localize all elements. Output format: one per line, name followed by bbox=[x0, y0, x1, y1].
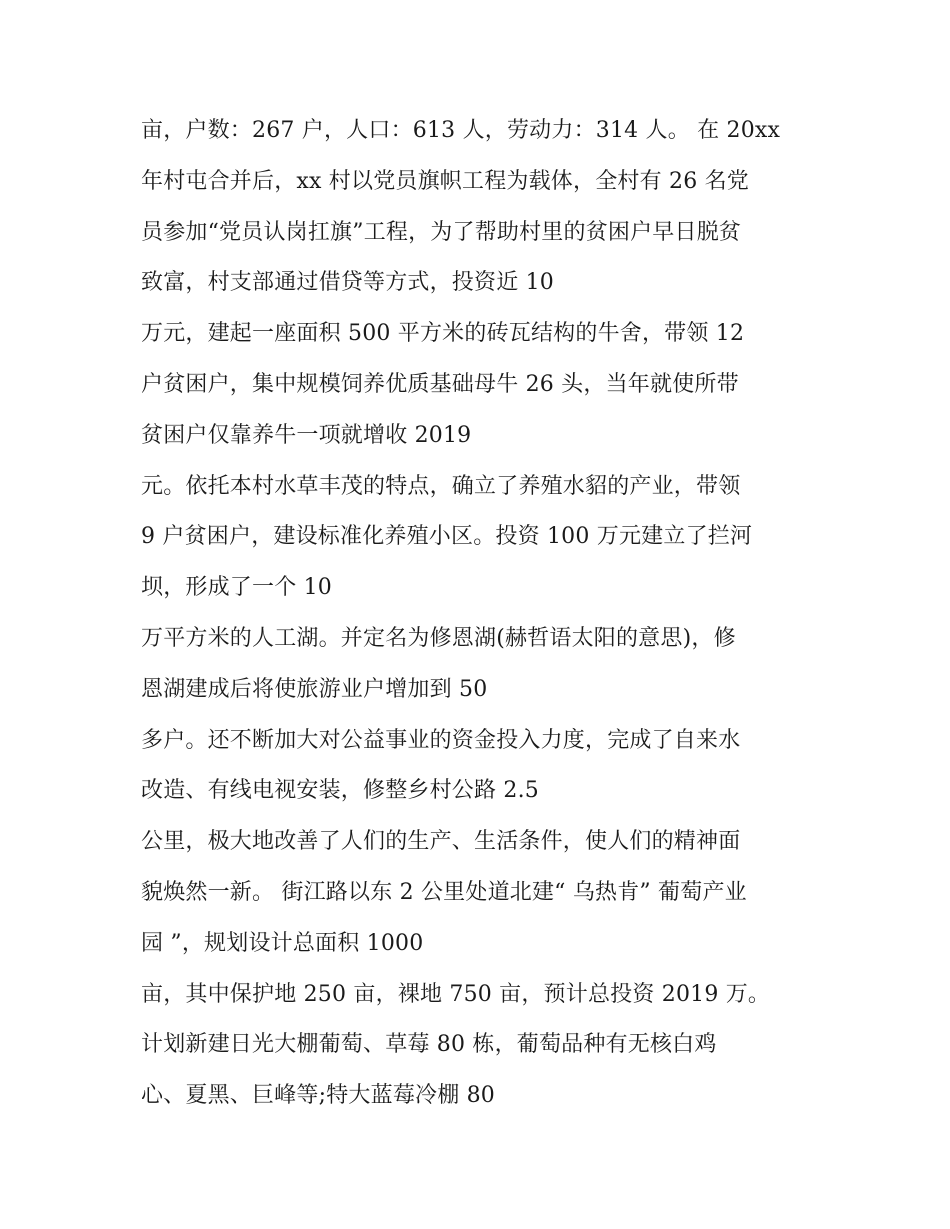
text-line: 员参加“党员认岗扛旗”工程，为了帮助村里的贫困户早日脱贫 bbox=[141, 219, 742, 245]
text-line: 年村屯合并后，xx 村以党员旗帜工程为载体，全村有 26 名党 bbox=[141, 168, 749, 194]
text-line: 计划新建日光大棚葡萄、草莓 80 栋，葡萄品种有无核白鸡 bbox=[141, 1032, 717, 1058]
text-line: 恩湖建成后将使旅游业户增加到 50 bbox=[141, 676, 488, 702]
text-line: 改造、有线电视安装，修整乡村公路 2.5 bbox=[141, 778, 539, 804]
text-line: 心、夏黑、巨峰等;特大蓝莓冷棚 80 bbox=[141, 1083, 496, 1109]
text-line: 9 户贫困户，建设标准化养殖小区。投资 100 万元建立了拦河 bbox=[141, 524, 753, 550]
text-line: 万平方米的人工湖。并定名为修恩湖(赫哲语太阳的意思)，修 bbox=[141, 625, 736, 651]
text-line: 户贫困户，集中规模饲养优质基础母牛 26 头，当年就使所带 bbox=[141, 371, 739, 397]
text-line: 园 ”，规划设计总面积 1000 bbox=[141, 930, 424, 956]
text-line: 致富，村支部通过借贷等方式，投资近 10 bbox=[141, 270, 554, 296]
text-line: 贫困户仅靠养牛一项就增收 2019 bbox=[141, 422, 472, 448]
text-line: 亩，户数：267 户，人口：613 人，劳动力：314 人。 在 20xx bbox=[141, 118, 781, 143]
text-line: 亩，其中保护地 250 亩，裸地 750 亩，预计总投资 2019 万。 bbox=[141, 981, 771, 1007]
text-line: 元。依托本村水草丰茂的特点，确立了养殖水貂的产业，带领 bbox=[141, 473, 741, 499]
body-text bbox=[141, 106, 831, 1122]
text-line: 万元，建起一座面积 500 平方米的砖瓦结构的牛舍，带领 12 bbox=[141, 321, 745, 347]
text-line: 多户。还不断加大对公益事业的资金投入力度，完成了自来水 bbox=[141, 727, 741, 753]
text-line: 公里，极大地改善了人们的生产、生活条件，使人们的精神面 bbox=[141, 829, 741, 855]
text-line: 坝，形成了一个 10 bbox=[141, 575, 332, 601]
text-line: 貌焕然一新。 街江路以东 2 公里处道北建“ 乌热肯” 葡萄产业 bbox=[141, 879, 747, 905]
